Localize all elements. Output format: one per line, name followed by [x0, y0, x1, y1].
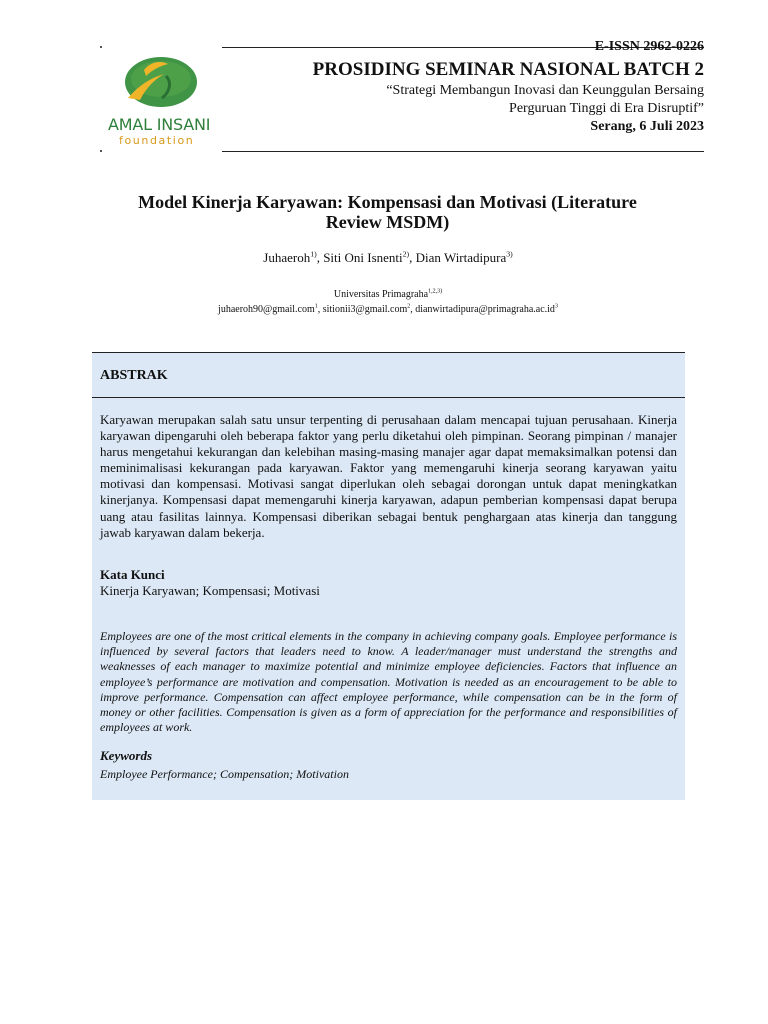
- logo-name: AMAL INSANI: [108, 115, 211, 134]
- author-email[interactable]: sitionii3@gmail.com: [322, 304, 408, 315]
- abstract-box: [92, 352, 685, 800]
- author-email[interactable]: juhaeroh90@gmail.com: [218, 304, 315, 315]
- paper-title: Model Kinerja Karyawan: Kompensasi dan Motivasi (Literature Review MSDM): [138, 192, 637, 232]
- abstract-heading: ABSTRAK: [100, 368, 168, 383]
- abstract-divider: [92, 397, 685, 398]
- keywords-indonesian: Kinerja Karyawan; Kompensasi; Motivasi: [100, 583, 320, 598]
- seminar-title: PROSIDING SEMINAR NASIONAL BATCH 2: [312, 59, 704, 80]
- keywords-english: Employee Performance; Compensation; Motivation: [100, 767, 349, 781]
- corner-mark: [100, 150, 102, 152]
- seminar-theme-line-2: Perguruan Tinggi di Era Disruptif”: [509, 101, 704, 116]
- email-list: juhaeroh90@gmail.com$^1$, sitionii3@gmail.com$^2$, $dianwirtadipura@primagraha.ac.id^3$: [218, 303, 558, 315]
- logo-subtitle: foundation: [119, 134, 195, 147]
- author-name: Siti Oni Isnenti: [323, 250, 403, 265]
- affiliation-name: Universitas Primagraha: [333, 289, 429, 300]
- author-name: Dian Wirtadipura: [415, 250, 507, 265]
- seminar-date: Serang, 6 Juli 2023: [590, 119, 704, 134]
- abstract-text-english: Employees are one of the most critical elements in the company in achieving company goals. Employee performance is influenced by several factors that leaders need to know. A leader/manager must understand the strengths and weaknesses of each manager to maximize potential and minimize employee deficiencies. Factors that influence an employee’s performance are motivation and compensation. Motivation is needed as an encouragement to be able to improve performance. Compensation can affect employee performance, while compensation can be in the form of money or other facilities. Compensation is given as a form of appreciation for the performance and responsibilities of employees at work.: [100, 629, 677, 735]
- author-email[interactable]: dianwirtadipura@primagraha.ac.id: [415, 304, 555, 315]
- email-mark: 2: [407, 303, 411, 310]
- issn-number: E-ISSN 2962-0226: [594, 39, 704, 54]
- corner-mark: [100, 46, 102, 48]
- leaf-logo-icon: [120, 52, 198, 112]
- author-list: Juhaeroh$^{1)}$, Siti Oni Isnenti$^{2)}$, Dian Wirtadipura$^{3)}$: [263, 249, 513, 265]
- author-mark: 2): [402, 249, 410, 259]
- author-mark: 1): [310, 249, 317, 259]
- keywords-label-indonesian: Kata Kunci: [100, 567, 165, 582]
- email-mark: 3: [554, 303, 558, 310]
- affiliation: [0, 288, 768, 301]
- seminar-theme-line-1: “Strategi Membangun Inovasi dan Keunggulan Bersaing: [386, 83, 704, 98]
- conference-header: [244, 38, 704, 136]
- keywords-label-english: Keywords: [100, 748, 152, 763]
- header-bottom-rule: [222, 151, 704, 152]
- author-name: Juhaeroh: [263, 250, 311, 265]
- abstract-text-indonesian: Karyawan merupakan salah satu unsur terpenting di perusahaan dalam mencapai tujuan perusahaan. Kinerja karyawan dipengaruhi oleh beberapa faktor yang perlu diketahui oleh pimpinan. Seorang pimpinan / manajer harus mengetahui kekurangan dan kelebihan masing-masing manajer agar dapat memaksimalkan potensi dan meminimalisasi kekurangan pada karyawan. Faktor yang memengaruhi kinerja seorang karyawan yaitu motivasi dan kompensasi. Motivasi sangat diperlukan oleh sebagai dorongan untuk dapat meningkatkan kinerjanya. Kompensasi dapat memengaruhi kinerja karyawan, adapun pemberian kompensasi dapat berupa uang atau fasilitas lainnya. Kompensasi diberikan sebagai bentuk penghargaan atas kinerja dan tanggung jawab karyawan dalam bekerja.: [100, 412, 677, 540]
- affiliation-mark: 1,2,3): [428, 288, 443, 295]
- email-mark: 1: [314, 303, 318, 310]
- amal-insani-logo: [100, 46, 218, 152]
- author-mark: 3): [506, 249, 513, 259]
